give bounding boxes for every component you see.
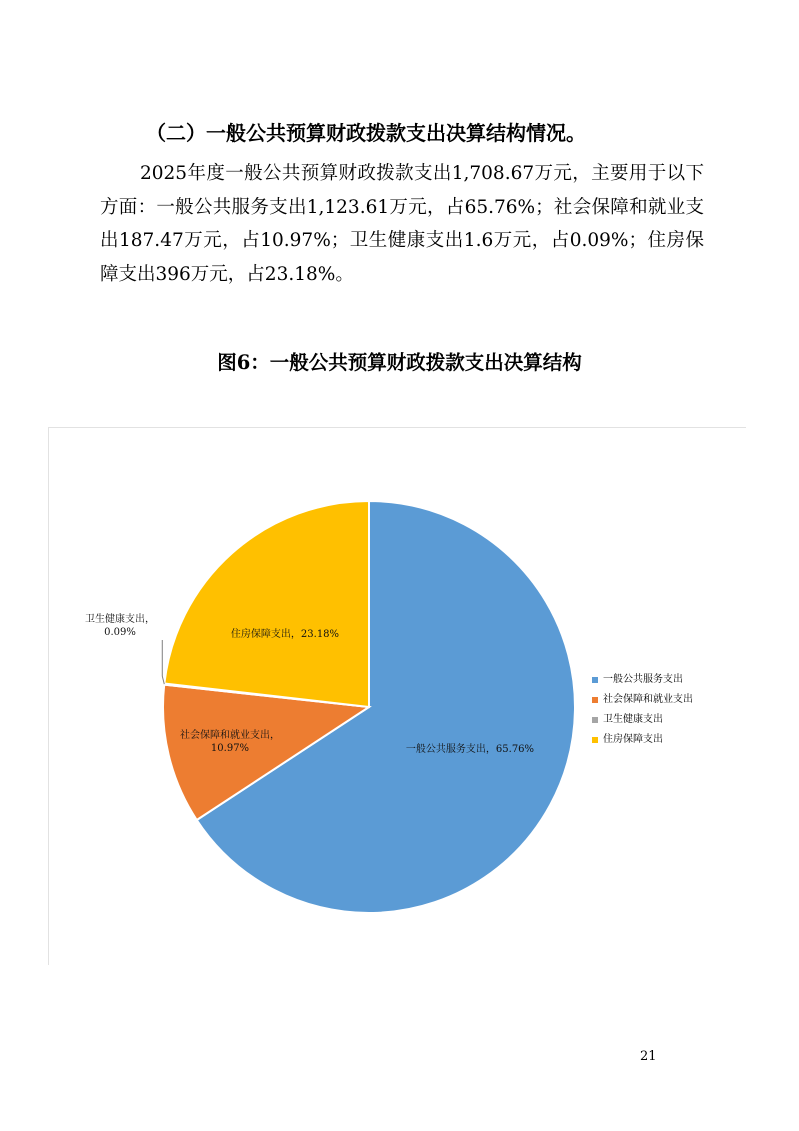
legend-swatch: [592, 717, 598, 723]
data-label-housing: 住房保障支出，23.18%: [230, 629, 340, 640]
legend-swatch: [592, 697, 598, 703]
legend-swatch: [592, 677, 598, 683]
page-number: 21: [640, 1049, 657, 1064]
body-paragraph: 2025年度一般公共预算财政拨款支出1,708.67万元，主要用于以下方面：一般公共服务支出1,123.61万元，占65.76%；社会保障和就业支出187.47万元，占10.97%；卫生健康支出1.6万元，占0.09%；住房保障支出396万元，占23.18%。: [100, 163, 704, 285]
legend-label: 卫生健康支出: [603, 714, 663, 725]
legend-item-social-security: [592, 690, 693, 710]
figure-title: 图6：一般公共预算财政拨款支出决算结构: [217, 351, 582, 374]
legend-item-housing: [592, 730, 693, 750]
section-heading: （二）一般公共预算财政拨款支出决算结构情况。: [146, 121, 586, 145]
legend-label: 住房保障支出: [603, 734, 663, 745]
pie-slice-housing: [164, 501, 369, 707]
leader-line-health: [162, 640, 164, 684]
legend-swatch: [592, 737, 598, 743]
data-label-health: 卫生健康支出， 0.09%: [85, 614, 155, 638]
legend-item-general-public-services: [592, 670, 693, 690]
legend-label: 社会保障和就业支出: [603, 694, 693, 705]
data-label-general-public-services: 一般公共服务支出，65.76%: [405, 744, 535, 755]
legend-label: 一般公共服务支出: [603, 674, 683, 685]
chart-legend: [592, 670, 693, 750]
legend-item-health: [592, 710, 693, 730]
data-label-social-security: 社会保障和就业支出， 10.97%: [180, 730, 280, 754]
